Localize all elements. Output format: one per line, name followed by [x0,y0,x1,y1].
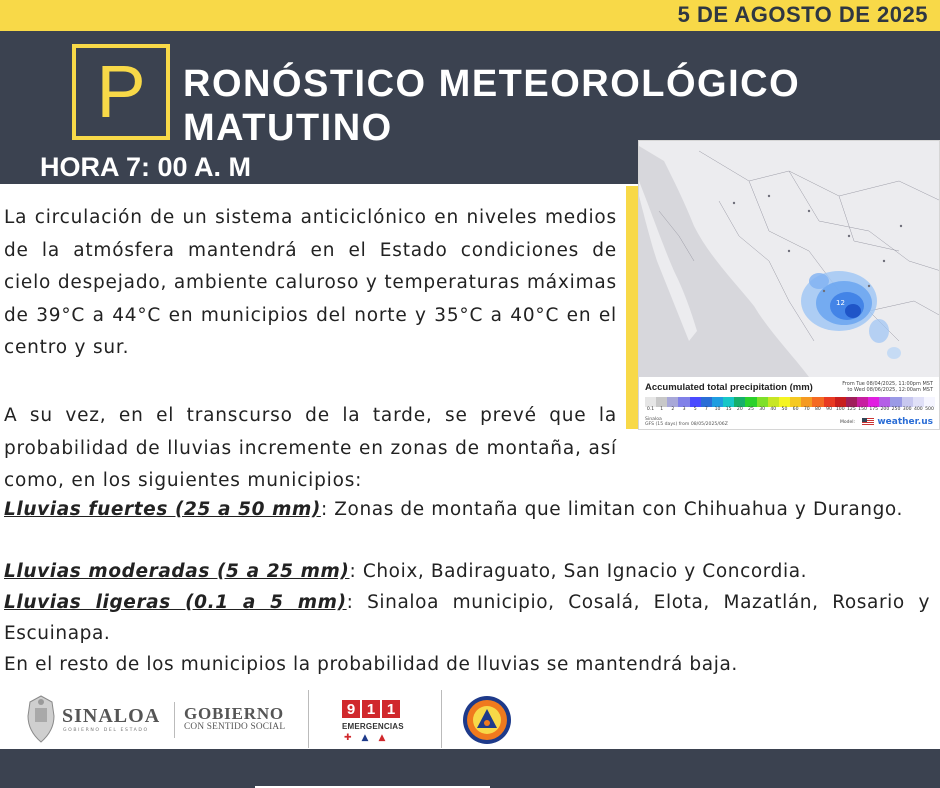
map-image [639,141,940,377]
map-value-marker: 12 [836,299,845,307]
map-source-model: GFS (15 days) from 08/05/2025/06Z [645,422,728,427]
legend-tick: 40 [770,407,777,412]
civil-protection-emblem-icon [462,695,512,745]
legend-color-swatch [701,397,712,407]
legend-tick: 2 [671,407,675,412]
medical-cross-icon: ✚ [344,733,352,743]
legend-tick: 7 [704,407,708,412]
emergency-911-logo [342,700,400,718]
legend-color-swatch [645,397,656,407]
legend-tick: 20 [736,407,743,412]
rain-item-moderate [4,556,930,587]
fire-icon: ▲ [378,733,386,743]
rain-item-text: : Choix, Badiraguato, San Ignacio y Concordia. [349,561,808,582]
rain-item-label: Lluvias ligeras (0.1 a 5 mm) [4,592,347,613]
report-time: HORA 7: 00 A. M [40,152,252,182]
date-band [0,0,940,31]
legend-color-swatch [790,397,801,407]
forecast-paragraph-2: A su vez, en el transcurso de la tarde, se prevé que la probabilidad de lluvias incremente en zonas de montaña, así como, en los siguientes municipios: [4,405,617,492]
legend-color-swatch [824,397,835,407]
legend-tick: 15 [725,407,732,412]
legend-ticks [645,407,935,412]
legend-color-swatch [723,397,734,407]
emergencias-label: EMERGENCIAS [342,722,404,731]
legend-title: Accumulated total precipitation (mm) [645,382,813,393]
legend-color-scale [645,397,935,407]
sinaloa-logo-text: SINALOA [62,705,161,727]
rain-item-text: : Sinaloa municipio, Cosalá, Elota, Mazatlán, Rosario y Escuinapa. [4,592,930,644]
rain-item-label: Lluvias moderadas (5 a 25 mm) [4,561,350,582]
legend-tick: 200 [880,407,890,412]
police-icon: ▲ [361,733,369,743]
rain-item-heavy [4,494,930,525]
legend-tick: 0.1 [646,407,655,412]
logos-row [0,688,940,750]
rain-item-text: : Zonas de montaña que limitan con Chihuahua y Durango. [320,499,904,520]
digit-box: 9 [342,700,360,718]
legend-color-swatch [745,397,756,407]
legend-tick: 80 [814,407,821,412]
title-line-1: RONÓSTICO METEOROLÓGICO [183,63,801,105]
report-date: 5 DE AGOSTO DE 2025 [677,2,928,27]
legend-color-swatch [801,397,812,407]
gobierno-logo-subtext: CON SENTIDO SOCIAL [184,722,286,732]
legend-color-swatch [768,397,779,407]
legend-color-swatch [734,397,745,407]
legend-tick: 70 [803,407,810,412]
map-source [645,417,728,427]
legend-tick: 175 [869,407,879,412]
precipitation-map [638,140,940,430]
legend-color-swatch [667,397,678,407]
closing-paragraph: En el resto de los municipios la probabilidad de lluvias se mantendrá baja. [4,654,738,675]
logo-divider [308,690,309,748]
legend-tick: 3 [682,407,686,412]
legend-color-swatch [835,397,846,407]
logo-divider [441,690,442,748]
us-flag-icon [862,418,874,426]
legend-date [842,381,933,393]
legend-tick: 100 [835,407,845,412]
legend-tick: 5 [693,407,697,412]
sinaloa-shield-icon [24,694,58,744]
legend-tick: 10 [714,407,721,412]
model-label: Model: [839,420,855,425]
legend-tick: 1 [660,407,664,412]
weather-brand-label: weather.us [877,417,933,427]
legend-color-swatch [812,397,823,407]
legend-tick: 30 [759,407,766,412]
legend-tick: 50 [781,407,788,412]
rain-item-light [4,587,930,649]
legend-date-to: to Wed 08/06/2025, 12:00am MST [847,387,933,393]
legend-color-swatch [757,397,768,407]
legend-color-swatch [656,397,667,407]
legend-color-swatch [924,397,935,407]
map-source-region: Sinaloa [645,417,662,422]
gobierno-logo-text: GOBIERNO [184,704,284,723]
legend-tick: 300 [902,407,912,412]
title-initial-box [72,44,170,140]
legend-color-swatch [712,397,723,407]
legend-tick: 500 [925,407,934,412]
legend-tick: 150 [858,407,867,412]
legend-tick: 60 [792,407,799,412]
sinaloa-logo-subtext: GOBIERNO DEL ESTADO [63,728,149,733]
legend-tick: 400 [913,407,923,412]
legend-tick: 90 [826,407,832,412]
legend-tick: 25 [748,407,754,412]
digit-box: 1 [362,700,380,718]
legend-color-swatch [857,397,868,407]
legend-color-swatch [879,397,890,407]
legend-color-swatch [690,397,701,407]
legend-color-swatch [902,397,913,407]
legend-color-swatch [678,397,689,407]
emergency-icons [344,733,385,743]
legend-color-swatch [846,397,857,407]
legend-color-swatch [779,397,790,407]
footer-bar [0,749,940,788]
rain-item-label: Lluvias fuertes (25 a 50 mm) [4,499,321,520]
legend-color-swatch [913,397,924,407]
title-initial: P [96,50,146,133]
legend-date-from: From Tue 08/04/2025, 11:00pm MST [842,381,933,387]
legend-tick: 250 [891,407,901,412]
legend-color-swatch [890,397,901,407]
legend-tick: 125 [847,407,856,412]
title-line-2: MATUTINO [183,107,393,149]
digit-box: 1 [382,700,400,718]
forecast-paragraph-1: La circulación de un sistema anticiclónico en niveles medios de la atmósfera mantendrá en el Estado condiciones de cielo despejado, ambiente caluroso y temperaturas máximas de 39°C a 44°C en municipios del norte y 35°C a 40°C en el centro y sur. [4,207,617,359]
weather-brand [862,417,933,427]
logo-divider [174,702,175,738]
legend-color-swatch [868,397,879,407]
